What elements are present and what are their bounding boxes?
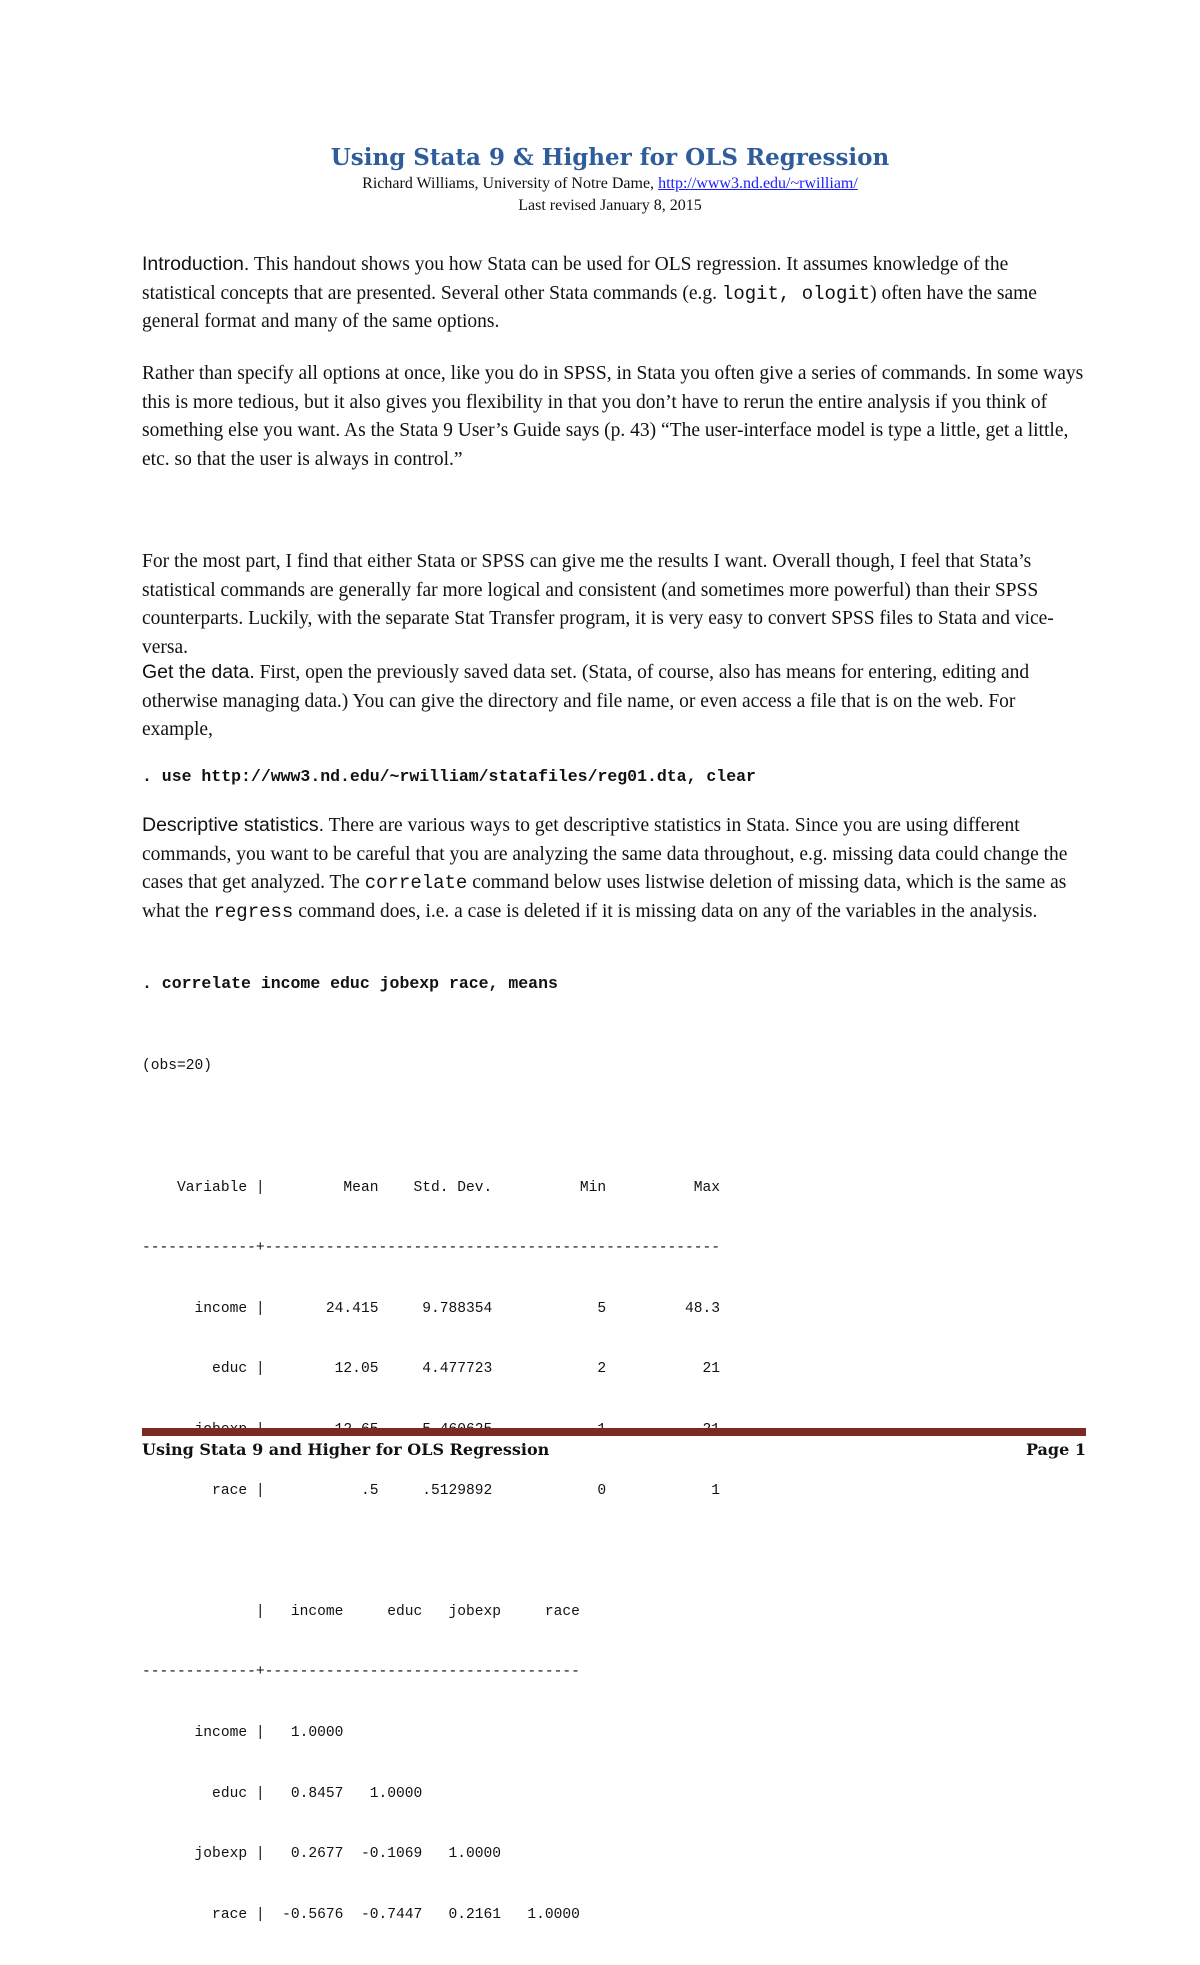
intro-text-2: ) often have the same general format and many of the same options. (142, 282, 1037, 333)
output-line: income | 24.415 9.788354 5 48.3 (142, 1300, 721, 1317)
intro-text-1: This handout shows you how Stata can be used for OLS regression. It assumes knowledge of the statistical concepts that are presented. Several other Stata commands (e.g. (142, 254, 1009, 304)
paragraph-rather: Rather than specify all options at once, like you do in SPSS, in Stata you often give a series of commands. In some ways this is more tedious, but it also gives you flexibility in that you don’t have to rerun the entire analysis if you think of something else you want. As the Stata 9 User’s Guide says (p. 43) “The user-interface model is type a little, get a little, etc. so that the user is always in control.” (142, 363, 1084, 470)
correlate-code: correlate (364, 872, 468, 895)
descriptive-text-3: command does, i.e. a case is deleted if it is missing data on any of the variables in the analysis. (293, 900, 1038, 922)
intro-code: logit, ologit (721, 282, 871, 305)
output-line (142, 1541, 720, 1561)
output-line: income | 1.0000 (142, 1724, 344, 1741)
regress-code: regress (213, 900, 294, 923)
get-data-text: First, open the previously saved data set. (Stata, of course, also has means for entering, editing and otherwise managing data.) You can give the directory and file name, or even access a file that is on the web. For example, (142, 662, 1030, 741)
intro-paragraph (142, 250, 1086, 337)
author-text: Richard Williams, University of Notre Dame, (362, 175, 659, 192)
author-url-link[interactable]: http://www3.nd.edu/~rwilliam/ (658, 175, 858, 192)
intro-heading: Introduction. (142, 253, 250, 275)
output-line: race | .5 .5129892 0 1 (142, 1482, 721, 1499)
output-line: -------------+------------------------------------ (142, 1664, 580, 1681)
footer-title: Using Stata 9 and Higher for OLS Regression (142, 1440, 550, 1459)
correlate-command: . correlate income educ jobexp race, means (142, 974, 558, 993)
descriptive-text-2: command below uses listwise deletion of missing data, which is the same as what the (142, 872, 1067, 922)
document-title: Using Stata 9 & Higher for OLS Regression (330, 144, 890, 171)
output-line: Variable | Mean Std. Dev. Min Max (142, 1179, 721, 1196)
descriptive-text-1: There are various ways to get descriptive statistics in Stata. Since you are using different commands, you want to be careful that you are analyzing the same data throughout, e.g. missing data could change the cases that get analyzed. The (142, 815, 1068, 894)
output-line: -------------+---------------------------------------------------- (142, 1240, 721, 1257)
page-number: Page 1 (1025, 1440, 1086, 1459)
output-line: educ | 0.8457 1.0000 (142, 1785, 423, 1802)
output-line: | income educ jobexp race (142, 1603, 580, 1620)
get-data-heading: Get the data. (142, 661, 255, 683)
paragraph-most: For the most part, I find that either Stata or SPSS can give me the results I want. Overall though, I feel that Stata’s statistical commands are generally far more logical and consistent (and sometimes more powerful) than their SPSS counterparts. Luckily, with the separate Stat Transfer program, it is very easy to convert SPSS files to Stata and vice-versa. (142, 551, 1054, 658)
output-line: educ | 12.05 4.477723 2 21 (142, 1361, 721, 1378)
output-line: jobexp | 0.2677 -0.1069 1.0000 (142, 1846, 502, 1863)
revised-date: Last revised January 8, 2015 (518, 197, 702, 214)
output-line (142, 1117, 720, 1137)
descriptive-paragraph (142, 811, 1086, 926)
output-line: (obs=20) (142, 1058, 213, 1075)
descriptive-heading: Descriptive statistics. (142, 814, 325, 836)
title-block (0, 143, 1200, 217)
get-data-paragraph (142, 658, 1086, 745)
output-line: race | -0.5676 -0.7447 0.2161 1.0000 (142, 1906, 580, 1923)
stata-output (142, 1016, 720, 1965)
author-line (0, 173, 1200, 195)
footer-divider (142, 1428, 1086, 1436)
use-command: . use http://www3.nd.edu/~rwilliam/statafiles/reg01.dta, clear (142, 767, 756, 786)
